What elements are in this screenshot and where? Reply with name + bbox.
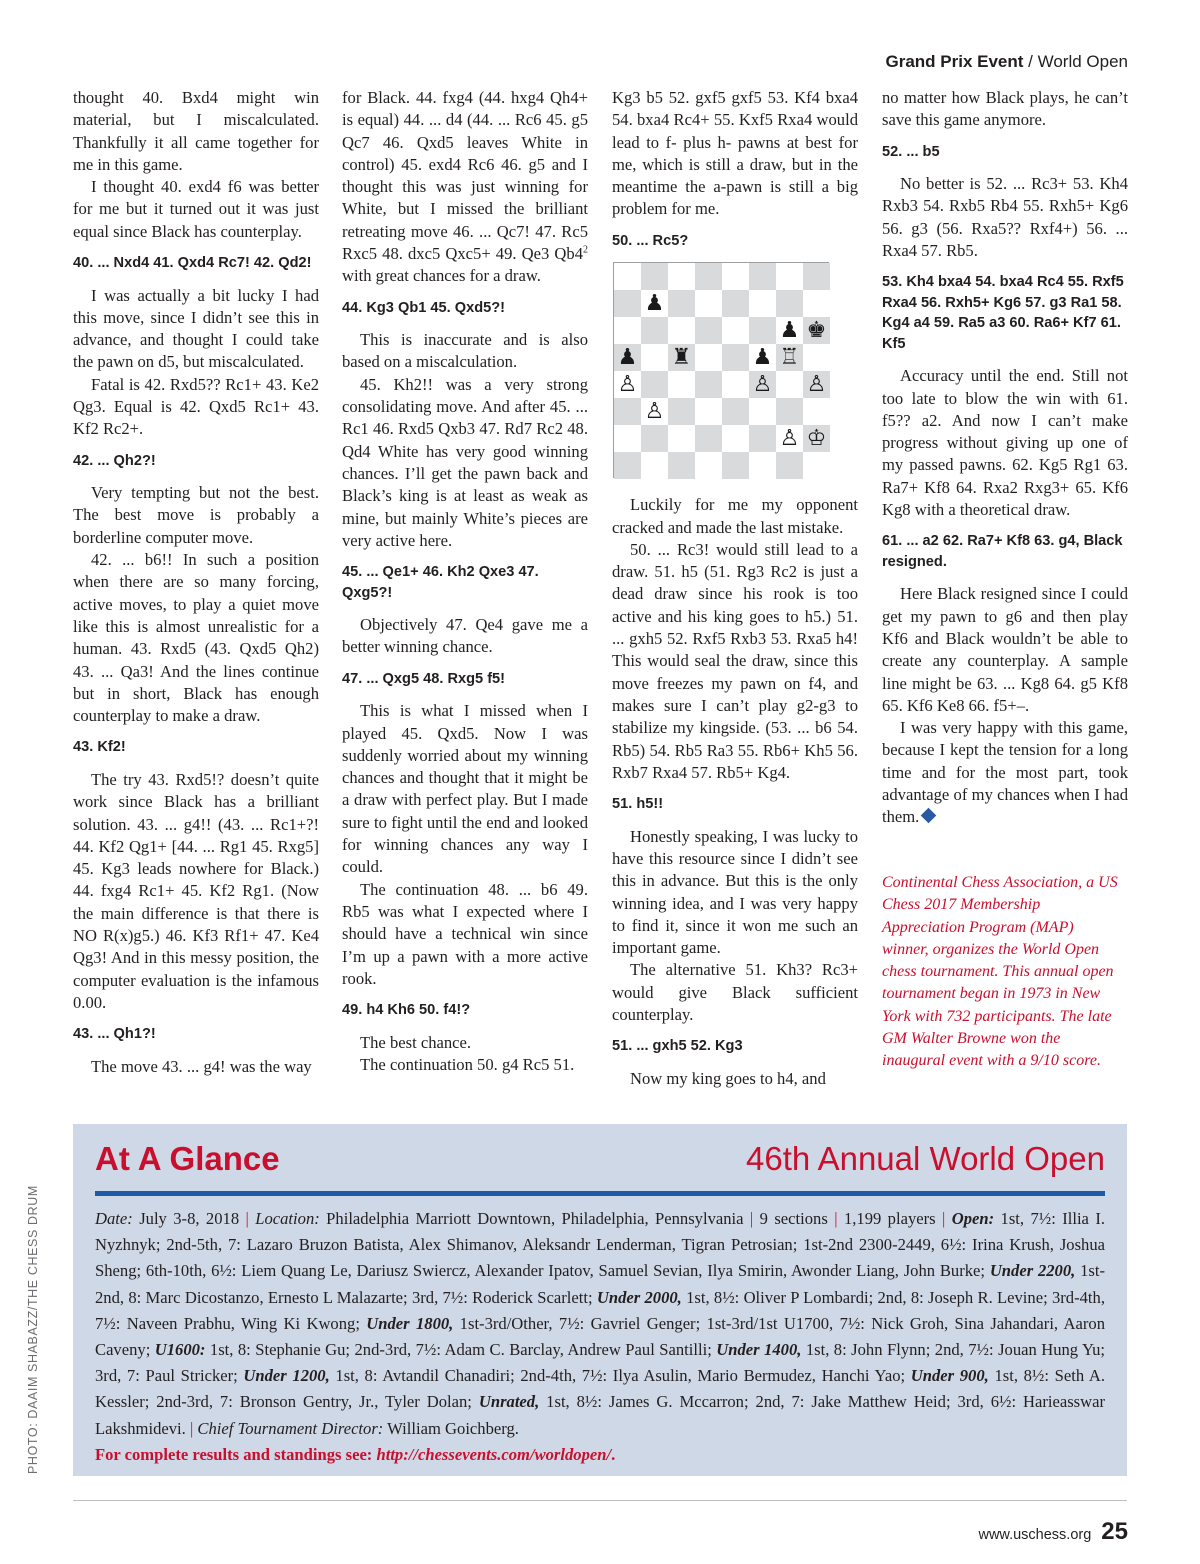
column-2 xyxy=(342,87,588,1076)
board-square xyxy=(803,344,830,371)
chess-piece-square: ♙ xyxy=(803,371,830,398)
photo-credit: PHOTO: DAAIM SHABAZZ/THE CHESS DRUM xyxy=(26,1185,40,1474)
glance-divider xyxy=(95,1191,1105,1196)
column-4 xyxy=(882,87,1128,829)
end-mark-icon xyxy=(921,808,937,824)
u1400-label: Under 1400, xyxy=(716,1340,802,1360)
paragraph: Honestly speaking, I was lucky to have this resource since I didn’t see this in advance. But this is the only winning idea, and I was very happy to find it, since it won me such an important game. xyxy=(612,826,858,958)
move-heading: 40. ... Nxd4 41. Qxd4 Rc7! 42. Qd2! xyxy=(73,255,312,272)
board-square xyxy=(695,290,722,317)
paragraph: No better is 52. ... Rc3+ 53. Kh4 Rxb3 54. Rxb5 Rb4 55. Rxh5+ Kg6 56. g3 (56. Rxa5?? Rxf4+) 56. ... Rxa4 57. Rb5. xyxy=(882,174,1128,260)
board-square xyxy=(776,452,803,479)
board-square xyxy=(803,263,830,290)
paragraph: I was actually a bit lucky I had this move, since I didn’t see this in advance, and thought I could take the pawn on d5, but miscalculated. xyxy=(73,285,319,372)
paragraph: I thought 40. exd4 f6 was better for me but it turned out it was just equal since Black has counterplay. xyxy=(73,177,319,241)
paragraph: Kg3 b5 52. gxf5 gxf5 53. Kf4 bxa4 54. bxa4 Rc4+ 55. Kxf5 Rxa4 would lead to f- plus h- pawns at best for me, which is still a draw, but in the meantime the a-pawn is still a big problem for me. xyxy=(612,88,858,219)
results-link-text: For complete results and standings see: xyxy=(95,1444,377,1464)
paragraph: Very tempting but not the best. The best move is probably a borderline computer move. xyxy=(73,483,319,547)
results-link-end: . xyxy=(611,1444,616,1464)
paragraph: The alternative 51. Kh3? Rc3+ would give Black sufficient counterplay. xyxy=(612,960,858,1025)
board-square xyxy=(722,425,749,452)
board-square xyxy=(803,290,830,317)
glance-results xyxy=(95,1206,1105,1442)
move-heading: 61. ... a2 62. Ra7+ Kf8 63. g4, Black resigned. xyxy=(882,533,1123,570)
board-square xyxy=(722,371,749,398)
board-square xyxy=(668,398,695,425)
board-square xyxy=(614,452,641,479)
footer-url: www.uschess.org xyxy=(978,1527,1092,1543)
board-square xyxy=(695,425,722,452)
paragraph: Fatal is 42. Rxd5?? Rc1+ 43. Ke2 Qg3. Equal is 42. Qxd5 Rc1+ 43. Kf2 Rc2+. xyxy=(73,374,319,439)
open-label: Open: xyxy=(945,1209,995,1228)
paragraph xyxy=(882,717,1128,828)
paragraph: Accuracy until the end. Still not too late to blow the win with 61. f5?? a2. And now I can’t make progress without giving up one of my passed pawns. 62. Kg5 Rg1 63. Ra7+ Kf8 64. Rxa2 Rxg3+ 65. Kf6 Kg8 with a theoretical draw. xyxy=(882,366,1128,520)
glance-header xyxy=(95,1140,1105,1185)
board-square xyxy=(749,263,776,290)
paragraph: 50. ... Rc3! would still lead to a draw. 51. h5 (51. Rg3 Rc2 is just a dead draw since his rook is too active and his king goes to h5.) 51. ... gxh5 52. Rxf5 Rxb3 53. Rxa5 h4! This would seal the draw, since this move freezes my pawn on f4, and makes sure I can’t play g2-g3 to stabilize my kingside. (53. ... b6 54. Rb5) 54. Rb5 Ra3 55. Rb6+ Kh5 56. Rxb7 Rxa4 57. Rb5+ Kg4. xyxy=(612,539,858,782)
page-footer xyxy=(978,1518,1128,1546)
paragraph: Here Black resigned since I could get my pawn to g6 and then play Kf6 and Black wouldn’t be able to create any counterplay. A sample line might be 63. ... Kg8 64. g5 Kf8 65. Kf6 Ke8 66. f5+–. xyxy=(882,584,1128,715)
chess-diagram xyxy=(613,262,829,478)
paragraph: This is inaccurate and is also based on a miscalculation. xyxy=(342,330,588,372)
glance-subtitle: 46th Annual World Open xyxy=(746,1140,1105,1177)
date-value: July 3-8, 2018 xyxy=(132,1209,246,1228)
u1600-results: 1st, 8: Stephanie Gu; 2nd-3rd, 7½: Adam C. Barclay, Andrew Paul Santilli; xyxy=(205,1340,717,1360)
board-square xyxy=(668,290,695,317)
chess-piece-square: ♟ xyxy=(776,317,803,344)
move-heading: 44. Kg3 Qb1 45. Qxd5?! xyxy=(342,299,506,316)
unrated-label: Unrated, xyxy=(478,1392,540,1412)
board-square xyxy=(749,317,776,344)
sections-value: 9 sections xyxy=(753,1209,835,1228)
paragraph: thought 40. Bxd4 might win material, but I miscalculated. Thankfully it all came together for me in this game. xyxy=(73,88,319,174)
board-square xyxy=(749,290,776,317)
paragraph: The continuation 48. ... b6 49. Rb5 was what I expected where I should have a technical win since I’m up a pawn with a more active rook. xyxy=(342,879,588,988)
u1400-results: 1st, 8: John Flynn; 2nd, 7½: Jouan Hung Yu; 3rd, 7: Paul Stricker; xyxy=(95,1340,1105,1386)
paragraph-text: with great chances for a draw. xyxy=(342,266,541,286)
move-heading: 50. ... Rc5? xyxy=(612,232,689,249)
location-value: Philadelphia Marriott Downtown, Philadelphia, Pennsylvania xyxy=(319,1209,750,1228)
board-square xyxy=(803,398,830,425)
location-label: Location: xyxy=(248,1209,320,1228)
move-heading: 43. ... Qh1?! xyxy=(73,1026,156,1043)
paragraph: The try 43. Rxd5!? doesn’t quite work since Black has a brilliant solution. 43. ... g4!! (43. ... Rc1+?! 44. Kf2 Qg1+ [44. ... Rg1 45. Rxg5] 45. Kg3 leads nowhere for Black.) 44. fxg4 Rc1+ 45. Kf2 Rg1. (Now the main difference is that there is NO R(x)g5.) 46. Kf3 Rf1+ 47. Ke4 Qg3! And in this messy position, the computer evaluation is the infamous 0.00. xyxy=(73,769,319,1012)
board-square xyxy=(668,317,695,344)
move-heading: 42. ... Qh2?! xyxy=(73,452,156,469)
board-square xyxy=(614,317,641,344)
move-heading: 47. ... Qxg5 48. Rxg5 f5! xyxy=(342,670,506,687)
chess-piece-square: ♟ xyxy=(614,344,641,371)
board-square xyxy=(695,371,722,398)
move-heading: 51. h5!! xyxy=(612,796,664,813)
chess-piece-square: ♙ xyxy=(749,371,776,398)
paragraph xyxy=(342,87,588,288)
header-subsection: World Open xyxy=(1037,52,1128,71)
board-square xyxy=(614,398,641,425)
results-link-line xyxy=(95,1442,1105,1468)
board-square xyxy=(695,344,722,371)
director-label: Chief Tournament Director: xyxy=(193,1418,384,1438)
paragraph: Luckily for me my opponent cracked and made the last mistake. xyxy=(612,495,858,537)
column-3 xyxy=(612,87,858,1090)
move-heading: 43. Kf2! xyxy=(73,739,126,756)
board-square xyxy=(776,371,803,398)
board-square xyxy=(722,344,749,371)
board-square xyxy=(614,290,641,317)
chess-piece-square: ♚ xyxy=(803,317,830,344)
paragraph-text: for Black. 44. fxg4 (44. hxg4 Qh4+ is equal) 44. ... d4 (44. ... Rc6 45. g5 Qc7 46. Qxd5 leaves White in control) 45. exd4 Rc6 46. g5 and I thought this was just winning for White, but I missed the brilliant retreating move 46. ... Qc7! 47. Rc5 Rxc5 48. dxc5 Qxc5+ 49. Qe3 Qb4 xyxy=(342,88,588,264)
board-square xyxy=(641,452,668,479)
separator: | xyxy=(749,1209,754,1228)
running-header xyxy=(885,52,1128,72)
board-square xyxy=(641,317,668,344)
page-number: 25 xyxy=(1101,1518,1128,1545)
board-square xyxy=(641,425,668,452)
results-link[interactable]: http://chessevents.com/worldopen/ xyxy=(376,1444,612,1464)
board-square xyxy=(722,452,749,479)
u2000-label: Under 2000, xyxy=(596,1287,682,1307)
board-square xyxy=(749,398,776,425)
chess-piece-square: ♙ xyxy=(776,425,803,452)
board-square xyxy=(695,452,722,479)
board-square xyxy=(614,263,641,290)
board-square xyxy=(695,263,722,290)
chess-piece-square: ♟ xyxy=(641,290,668,317)
chess-piece-square: ♜ xyxy=(668,344,695,371)
paragraph-text: I was very happy with this game, because I kept the tension for a long time and for the most part, took advantage of my chances when I had them. xyxy=(882,718,1128,827)
chess-piece-square: ♖ xyxy=(776,344,803,371)
board-square xyxy=(776,398,803,425)
chess-piece-square: ♔ xyxy=(803,425,830,452)
u1200-results: 1st, 8: Avtandil Chanadiri; 2nd-4th, 7½: Ilya Asulin, Mario Bermudez, Hanchi Yao; xyxy=(329,1366,911,1386)
move-heading: 45. ... Qe1+ 46. Kh2 Qxe3 47. Qxg5?! xyxy=(342,564,539,601)
date-label: Date: xyxy=(95,1209,133,1228)
paragraph: no matter how Black plays, he can’t save this game anymore. xyxy=(882,88,1128,130)
board-square xyxy=(776,263,803,290)
separator: | xyxy=(245,1209,249,1228)
board-square xyxy=(803,452,830,479)
board-square xyxy=(614,425,641,452)
paragraph: 42. ... b6!! In such a position when there are so many forcing, active moves, to play a quiet move like this is almost unrealistic for a human. 43. Rxd5 (43. Qxd5 Qh2) 43. ... Qa3! And the lines continue but in short, Black has enough counterplay to make a draw. xyxy=(73,550,319,726)
column-1 xyxy=(73,87,319,1078)
board-square xyxy=(641,344,668,371)
board-square xyxy=(668,371,695,398)
paragraph: Objectively 47. Qe4 gave me a better winning chance. xyxy=(342,615,588,657)
board-square xyxy=(641,371,668,398)
glance-title: At A Glance xyxy=(95,1140,280,1177)
header-section: Grand Prix Event xyxy=(885,52,1024,71)
u2200-results: 1st-2nd, 8: Marc Dicostanzo, Ernesto L Malazarte; 3rd, 7½: Roderick Scarlett; xyxy=(95,1261,1105,1307)
u2000-results: 1st, 8½: Oliver P Lombardi; 2nd, 8: Joseph R. Levine; 3rd-4th, 7½: Naveen Prabhu, Wing Ki Kwong; xyxy=(95,1287,1105,1333)
players-value: 1,199 players xyxy=(837,1209,942,1228)
move-heading: 51. ... gxh5 52. Kg3 xyxy=(612,1038,743,1055)
header-separator: / xyxy=(1023,52,1038,71)
sidebar-note: Continental Chess Association, a US Chess 2017 Membership Appreciation Program (MAP) winner, organizes the World Open chess tournament. This annual open tournament began in 1973 in New York with 732 participants. The late GM Walter Browne won the inaugural event with a 9/10 score. xyxy=(882,874,1118,1070)
paragraph: Now my king goes to h4, and xyxy=(630,1068,826,1088)
move-heading: 49. h4 Kh6 50. f4!? xyxy=(342,1002,471,1019)
board-square xyxy=(695,317,722,344)
paragraph: The best chance. xyxy=(360,1032,472,1052)
board-square xyxy=(776,290,803,317)
board-square xyxy=(641,263,668,290)
u900-label: Under 900, xyxy=(910,1366,989,1386)
paragraph: This is what I missed when I played 45. Qxd5. Now I was suddenly worried about my winning chances and thought that it might be a draw with perfect play. But I made sure to fight until the end and looked for winning chances any way I could. xyxy=(342,701,588,877)
move-heading: 52. ... b5 xyxy=(882,143,940,160)
board-square xyxy=(668,263,695,290)
paragraph: The move 43. ... g4! was the way xyxy=(91,1056,312,1076)
separator: | xyxy=(942,1209,946,1228)
u1200-label: Under 1200, xyxy=(243,1366,330,1386)
footer-divider xyxy=(73,1500,1127,1501)
board-square xyxy=(722,290,749,317)
chess-piece-square: ♟ xyxy=(749,344,776,371)
u900-results: 1st, 8½: Seth A. Kessler; 2nd-3rd, 7: Bronson Gentry, Jr., Tyler Dolan; xyxy=(95,1366,1105,1412)
u1800-label: Under 1800, xyxy=(366,1313,454,1333)
chess-piece-square: ♙ xyxy=(641,398,668,425)
separator: | xyxy=(834,1209,838,1228)
board-square xyxy=(668,425,695,452)
u1600-label: U1600: xyxy=(154,1340,206,1360)
u1800-results: 1st-3rd/Other, 7½: Gavriel Genger; 1st-3rd/1st U1700, 7½: Nick Groh, Sina Jahandari, Aaron Caveny; xyxy=(95,1313,1105,1360)
board-square xyxy=(722,398,749,425)
paragraph: 45. Kh2!! was a very strong consolidating move. And after 45. ... Rc1 46. Rxd5 Qxb3 47. Rd7 Rc2 48. Qd4 White has very good winning chances. I’ll get the pawn back and Black’s king is at least as weak as mine, but mainly White’s pieces are very active here. xyxy=(342,374,588,550)
at-a-glance-box xyxy=(73,1124,1127,1476)
board-square xyxy=(749,425,776,452)
separator: | xyxy=(189,1418,194,1438)
chess-piece-square: ♙ xyxy=(614,371,641,398)
footnote-marker: 2 xyxy=(583,244,588,256)
director-value: William Goichberg. xyxy=(383,1418,519,1438)
open-results: 1st, 7½: Illia I. Nyzhnyk; 2nd-5th, 7: Lazaro Bruzon Batista, Alex Shimanov, Aleksandr Lenderman, Tigran Petrosian; 1st-2nd 2300-2449, 6½: Irina Krush, Joshua Sheng; 6th-10th, 6½: Liem Quang Le, Dariusz Swiercz, Alexander Ipatov, Samuel Sevian, Ilya Smirin, Awonder Liang, John Burke; xyxy=(95,1209,1105,1281)
board-square xyxy=(695,398,722,425)
board-square xyxy=(749,452,776,479)
board-square xyxy=(668,452,695,479)
unrated-results: 1st, 8½: James G. Mccarron; 2nd, 7: Jake Matthew Heid; 3rd, 6½: Harieasswar Lakshmidevi. xyxy=(95,1392,1105,1438)
u2200-label: Under 2200, xyxy=(989,1261,1076,1281)
move-heading: 53. Kh4 bxa4 54. bxa4 Rc4 55. Rxf5 Rxa4 56. Rxh5+ Kg6 57. g3 Ra1 58. Kg4 a4 59. Ra5 a3 60. Ra6+ Kf7 61. Kf5 xyxy=(882,274,1124,352)
board-square xyxy=(722,317,749,344)
paragraph: The continuation 50. g4 Rc5 51. xyxy=(360,1054,575,1074)
board-square xyxy=(722,263,749,290)
